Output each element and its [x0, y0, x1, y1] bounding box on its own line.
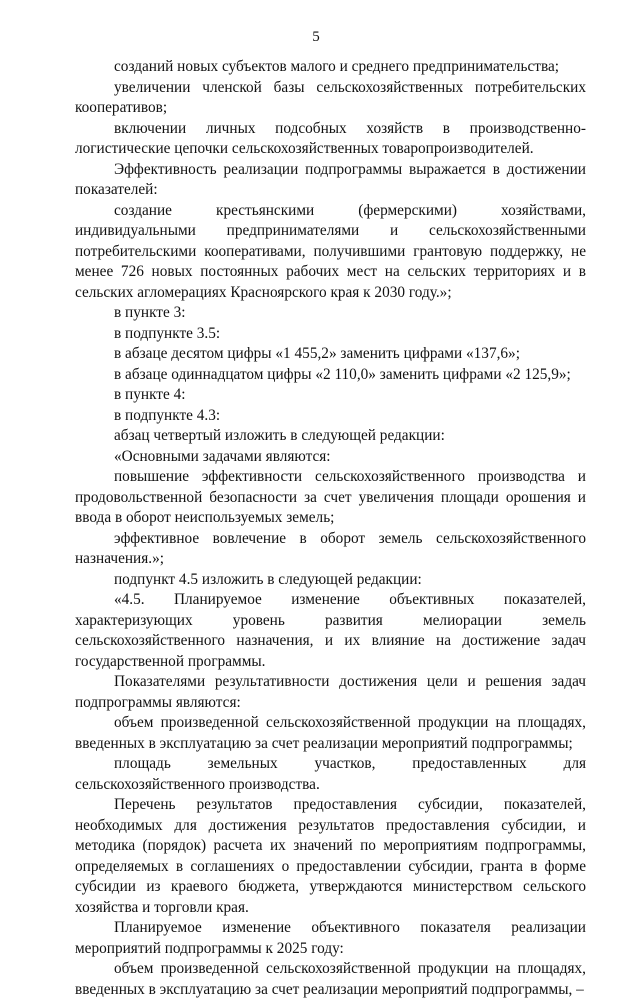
- paragraph: объем произведенной сельскохозяйственной продукции на площадях, введенных в эксплуатацию за счет реализации мероприятий подпрограммы;: [75, 714, 586, 752]
- paragraph: в подпункте 3.5:: [114, 324, 221, 342]
- paragraph: в пункте 4:: [114, 386, 186, 403]
- paragraph: «4.5. Планируемое изменение объективных показателей, характеризующих уровень развития мелиорации земель сельскохозяйственного назначения, и их влияние на достижение задач государственной программы.: [75, 591, 586, 670]
- paragraph: создание крестьянскими (фермерскими) хозяйствами, индивидуальными предпринимателями и сельскохозяйственными потребительскими кооперативами, получившими грантовую поддержку, не менее 726 новых постоянных рабочих мест на сельских территориях и в сельских агломерациях Красноярского края к 2030 году.»;: [75, 201, 586, 301]
- paragraph: подпункт 4.5 изложить в следующей редакции:: [114, 570, 422, 588]
- paragraph: Показателями результативности достижения цели и решения задач подпрограммы являются:: [75, 673, 586, 711]
- paragraph: в абзаце десятом цифры «1 455,2» заменить цифрами «137,6»;: [114, 345, 520, 362]
- paragraph: в абзаце одиннадцатом цифры «2 110,0» заменить цифрами «2 125,9»;: [114, 365, 571, 383]
- document-body: [75, 57, 586, 1000]
- paragraph: в пункте 3:: [114, 304, 186, 321]
- page-number: 5: [312, 29, 320, 45]
- paragraph: созданий новых субъектов малого и среднего предпринимательства;: [114, 58, 560, 75]
- paragraph: включении личных подсобных хозяйств в производственно-логистические цепочки сельскохозяйственных товаропроизводителей.: [75, 119, 586, 157]
- paragraph: объем произведенной сельскохозяйственной продукции на площадях, введенных в эксплуатацию за счет реализации мероприятий подпрограммы, –: [75, 960, 586, 998]
- paragraph: «Основными задачами являются:: [114, 447, 331, 465]
- paragraph: Планируемое изменение объективного показателя реализации мероприятий подпрограммы к 2025 году:: [75, 919, 586, 957]
- paragraph: увеличении членской базы сельскохозяйственных потребительских кооперативов;: [75, 78, 586, 116]
- paragraph: Перечень результатов предоставления субсидии, показателей, необходимых для достижения результатов предоставления субсидии, и методика (порядок) расчета их значений по мероприятиям подпрограммы, определяемых в соглашениях о предоставлении субсидии, гранта в форме субсидии из краевого бюджета, утверждаются министерством сельского хозяйства и торговли края.: [75, 796, 586, 916]
- paragraph: площадь земельных участков, предоставленных для сельскохозяйственного производства.: [75, 755, 586, 793]
- paragraph: Эффективность реализации подпрограммы выражается в достижении показателей:: [75, 160, 586, 198]
- paragraph: повышение эффективности сельскохозяйственного производства и продовольственной безопасности за счет увеличения площади орошения и ввода в оборот неиспользуемых земель;: [75, 468, 586, 526]
- paragraph: в подпункте 4.3:: [114, 406, 221, 424]
- paragraph: эффективное вовлечение в оборот земель сельскохозяйственного назначения.»;: [75, 529, 586, 567]
- paragraph: абзац четвертый изложить в следующей редакции:: [114, 427, 445, 444]
